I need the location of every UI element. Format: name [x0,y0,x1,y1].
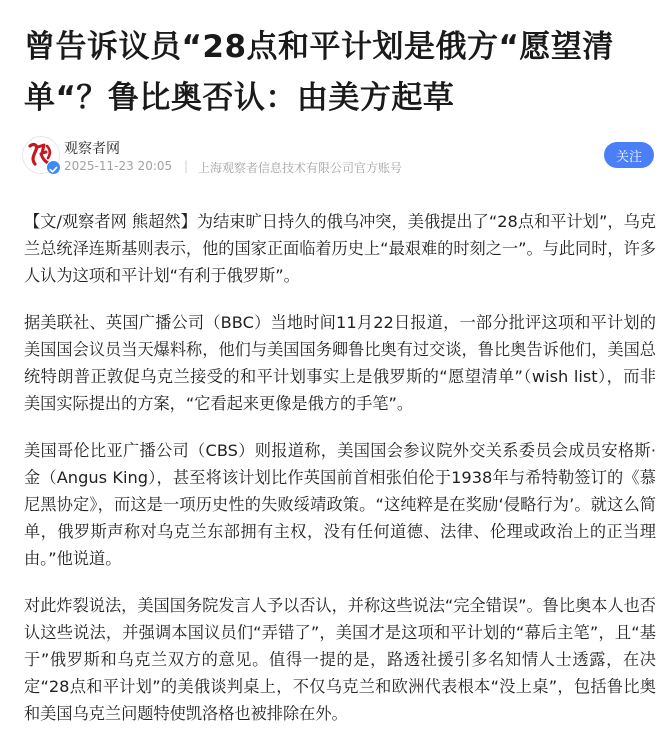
article-paragraph: 【文/观察者网 熊超然】为结束旷日持久的俄乌冲突，美俄提出了“28点和平计划”，乌克兰总统泽连斯基则表示，他的国家正面临着历史上“最艰难的时刻之一”。与此同时，许多人认为这项和平计划“有利于俄罗斯”。 [24,212,656,285]
follow-button[interactable]: 关注 [604,142,654,168]
source-name[interactable]: 观察者网 [64,141,120,157]
publish-date: 2025-11-23 20:05 [64,159,173,173]
article-body [24,208,656,747]
article-paragraph: 美国哥伦比亚广播公司（CBS）则报道称，美国国会参议院外交关系委员会成员安格斯·金（Angus King），甚至将该计划比作英国前首相张伯伦于1938年与希特勒签订的《慕尼黑协定》，而这是一项历史性的失败绥靖政策。“这纯粹是在奖励‘侵略行为’。就这么简单，俄罗斯声称对乌克兰东部拥有主权，没有任何道德、法律、伦理或政治上的正当理由。”他说道。 [24,441,656,568]
account-description: 上海观察者信息技术有限公司官方账号 [198,161,403,175]
article-title: 曾告诉议员“28点和平计划是俄方“愿望清单“？鲁比奥否认：由美方起草 [24,29,614,116]
verified-badge-icon [46,160,61,175]
article-paragraph: 据美联社、英国广播公司（BBC）当地时间11月22日报道，一部分批评这项和平计划的美国国会议员当天爆料称，他们与美国国务卿鲁比奥有过交谈，鲁比奥告诉他们，美国总统特朗普正敦促乌克兰接受的和平计划事实上是俄罗斯的“愿望清单”（wish list），而非美国实际提出的方案，“它看起来更像是俄方的手笔”。 [24,313,656,413]
article-paragraph: 对此炸裂说法，美国国务院发言人予以否认，并称这些说法“完全错误”。鲁比奥本人也否认这些说法，并强调本国议员们“弄错了”，美国才是这项和平计划的“幕后主笔”，且“基于”俄罗斯和乌克兰双方的意见。值得一提的是，路透社援引多名知情人士透露，在决定“28点和平计划”的美俄谈判桌上，不仅乌克兰和欧洲代表根本“没上桌”，包括鲁比奥和美国乌克兰问题特使凯洛格也被排除在外。 [24,596,656,723]
author-bar [22,136,654,178]
meta-separator: | [184,159,189,173]
